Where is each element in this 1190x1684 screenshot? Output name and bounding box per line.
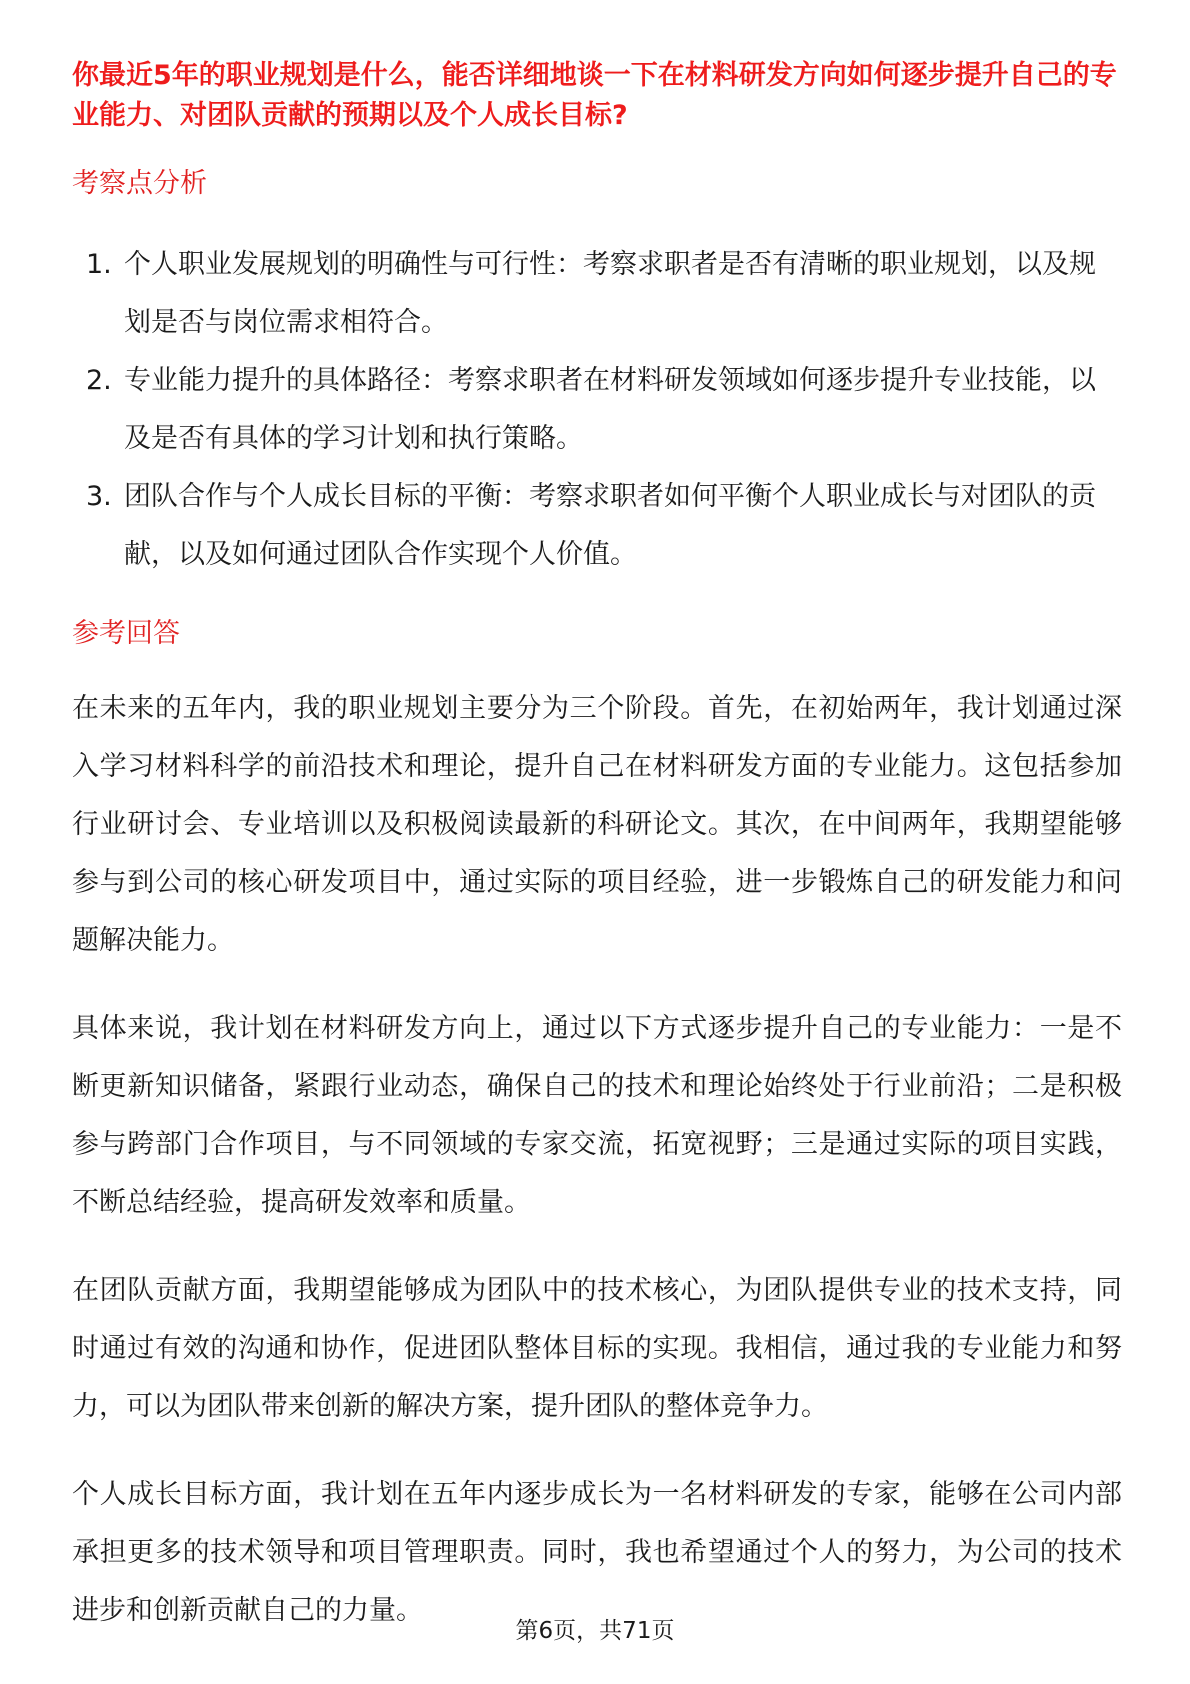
answer-paragraph: 个人成长目标方面，我计划在五年内逐步成长为一名材料研发的专家，能够在公司内部承担更多的技术领导和项目管理职责。同时，我也希望通过个人的努力，为公司的技术进步和创新贡献自己的力量。 bbox=[72, 1479, 1122, 1626]
answer-heading: 参考回答 bbox=[72, 618, 180, 649]
answer-paragraph: 具体来说，我计划在材料研发方向上，通过以下方式逐步提升自己的专业能力：一是不断更新知识储备，紧跟行业动态，确保自己的技术和理论始终处于行业前沿；二是积极参与跨部门合作项目，与不同领域的专家交流，拓宽视野；三是通过实际的项目实践，不断总结经验，提高研发效率和质量。 bbox=[72, 1013, 1122, 1218]
answer-paragraph: 在未来的五年内，我的职业规划主要分为三个阶段。首先，在初始两年，我计划通过深入学习材料科学的前沿技术和理论，提升自己在材料研发方面的专业能力。这包括参加行业研讨会、专业培训以及积极阅读最新的科研论文。其次，在中间两年，我期望能够参与到公司的核心研发项目中，通过实际的项目经验，进一步锻炼自己的研发能力和问题解决能力。 bbox=[72, 693, 1122, 956]
analysis-list bbox=[72, 236, 1122, 584]
list-item-number: 3. bbox=[86, 481, 112, 512]
list-item-text: 个人职业发展规划的明确性与可行性：考察求职者是否有清晰的职业规划，以及规划是否与岗位需求相符合。 bbox=[124, 249, 1096, 338]
analysis-heading: 考察点分析 bbox=[72, 168, 207, 199]
page-number: 第6页，共71页 bbox=[515, 1618, 675, 1644]
list-item-text: 团队合作与个人成长目标的平衡：考察求职者如何平衡个人职业成长与对团队的贡献，以及如何通过团队合作实现个人价值。 bbox=[124, 481, 1096, 570]
question-title: 你最近5年的职业规划是什么，能否详细地谈一下在材料研发方向如何逐步提升自己的专业能力、对团队贡献的预期以及个人成长目标? bbox=[72, 60, 1117, 131]
list-item bbox=[72, 468, 1122, 584]
list-item bbox=[72, 236, 1122, 352]
list-item-number: 1. bbox=[86, 249, 112, 280]
list-item-number: 2. bbox=[86, 365, 112, 396]
document-body bbox=[72, 56, 1122, 1640]
list-item-text: 专业能力提升的具体路径：考察求职者在材料研发领域如何逐步提升专业技能，以及是否有具体的学习计划和执行策略。 bbox=[124, 365, 1096, 454]
answer-paragraph: 在团队贡献方面，我期望能够成为团队中的技术核心，为团队提供专业的技术支持，同时通过有效的沟通和协作，促进团队整体目标的实现。我相信，通过我的专业能力和努力，可以为团队带来创新的解决方案，提升团队的整体竞争力。 bbox=[72, 1275, 1122, 1422]
list-item bbox=[72, 352, 1122, 468]
